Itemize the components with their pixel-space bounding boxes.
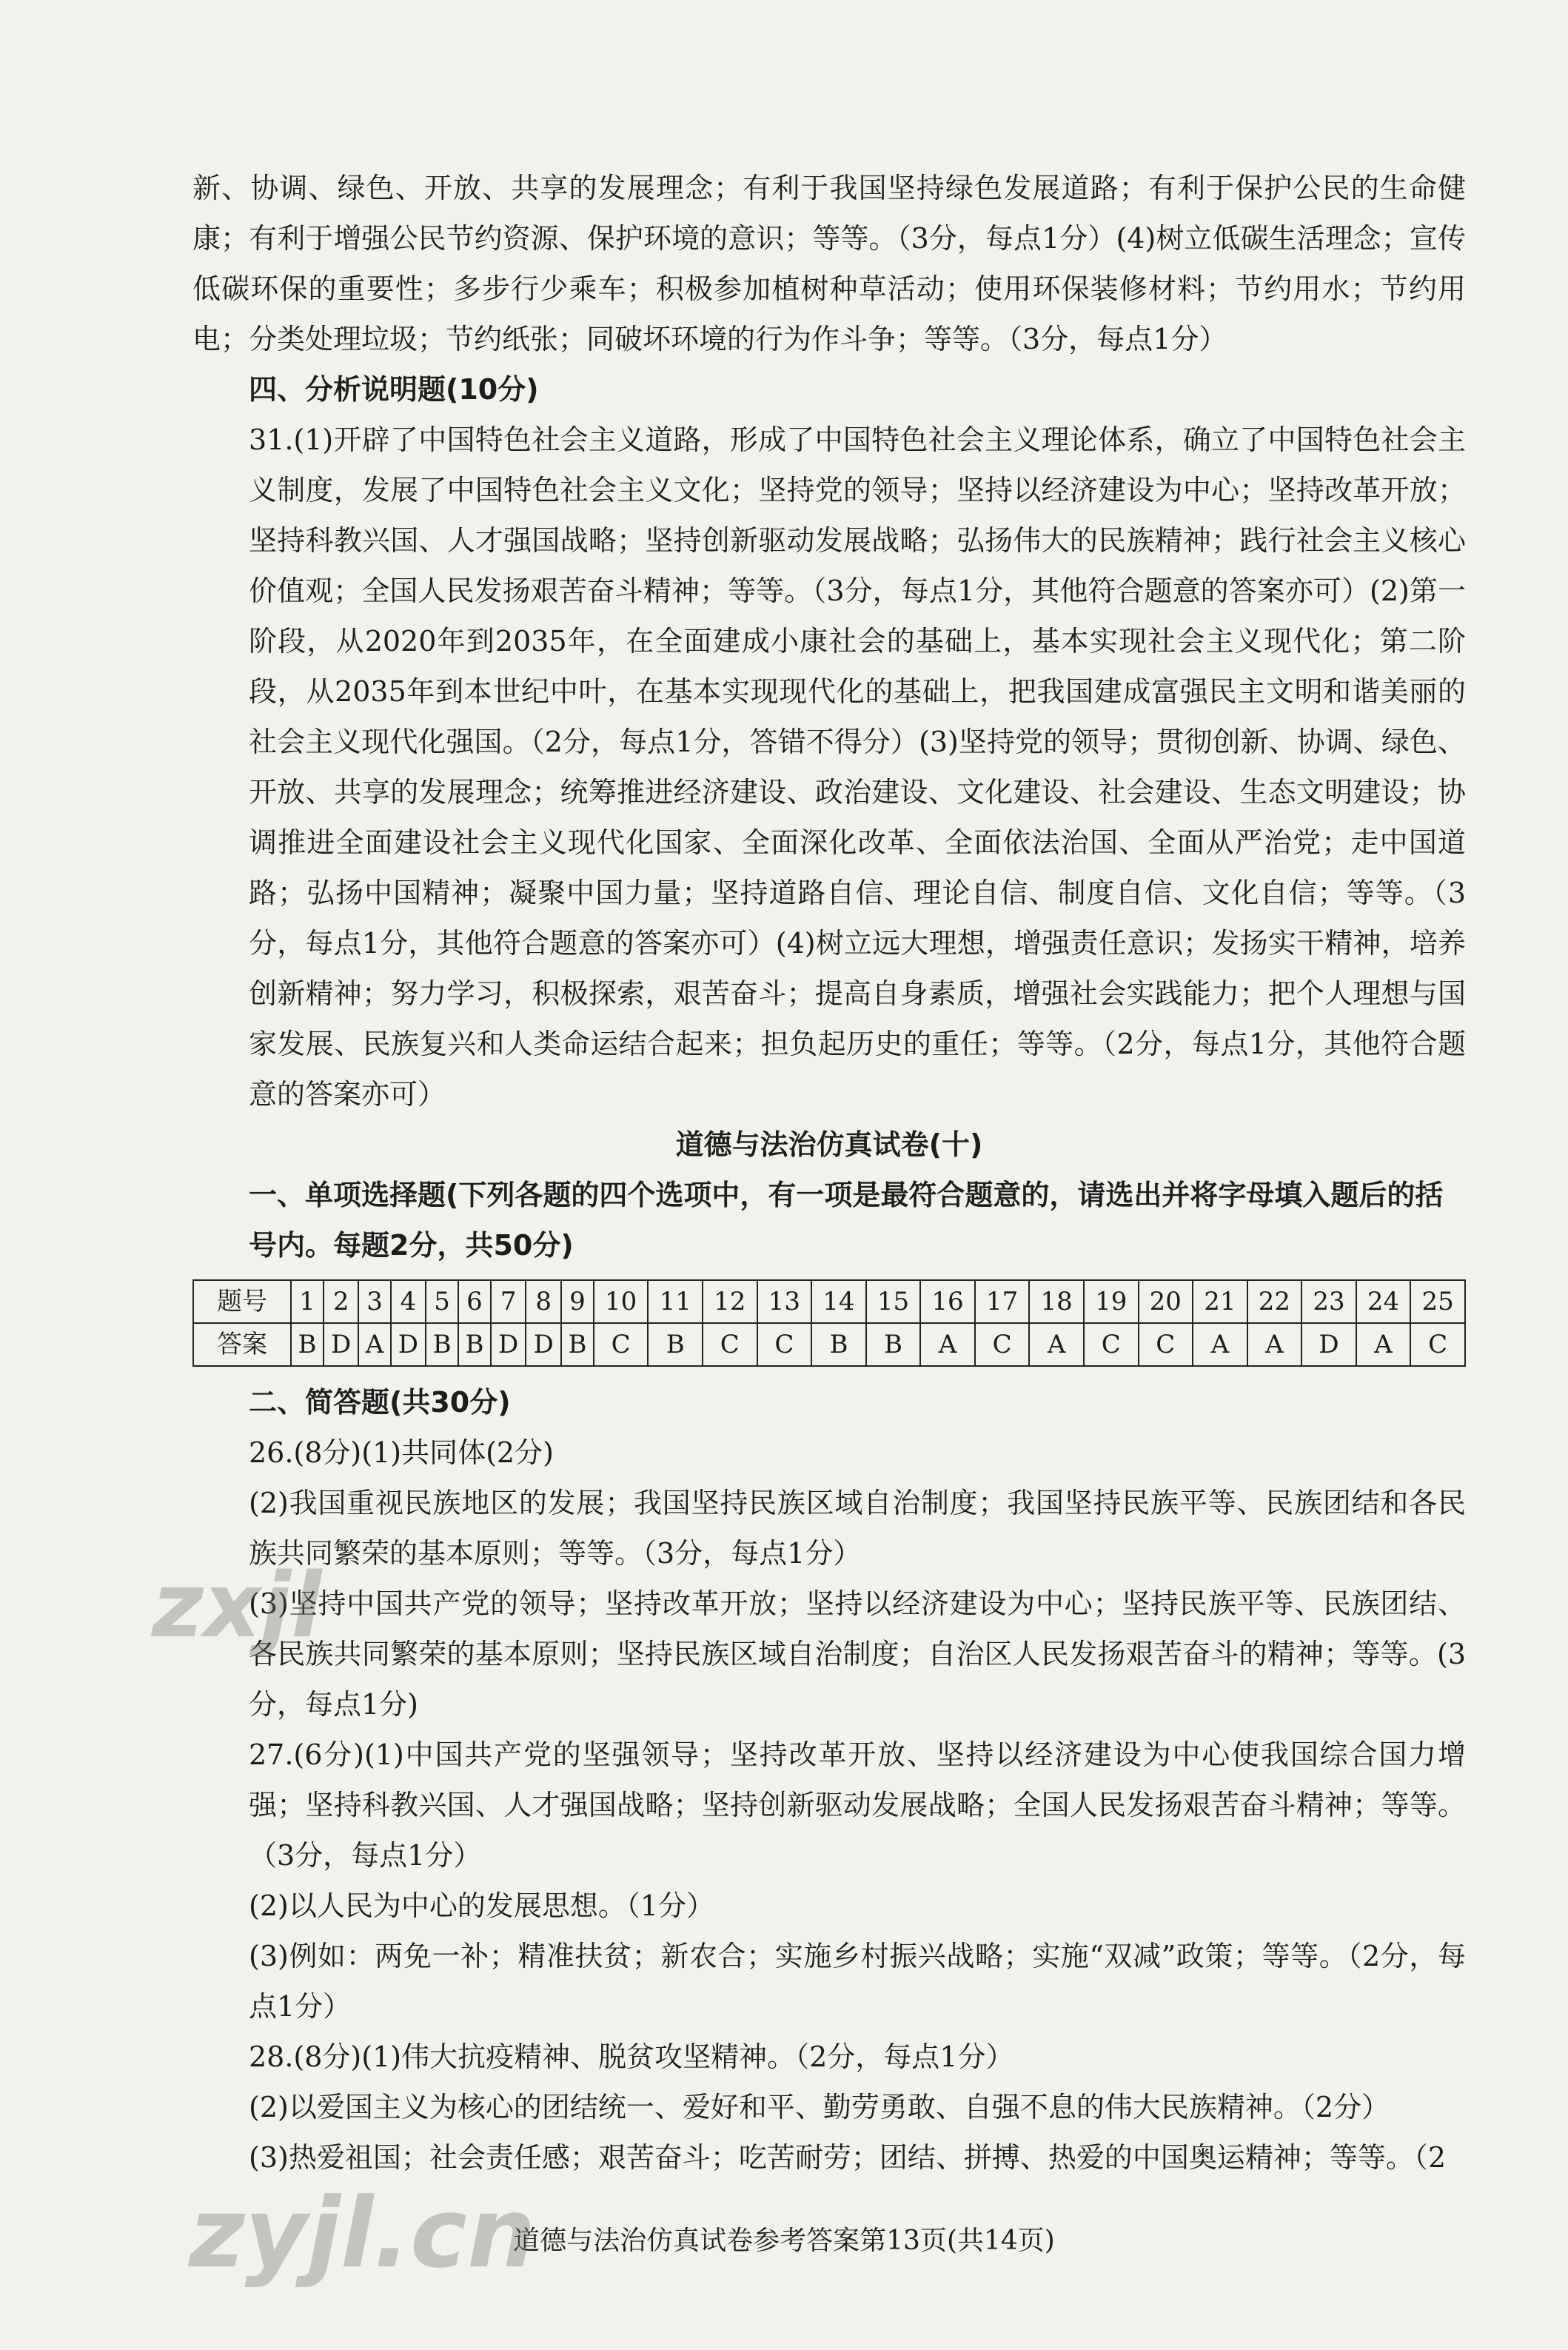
section-heading-4: 四、分析说明题(10分)	[249, 373, 539, 406]
q-number: 25	[1410, 1280, 1465, 1323]
para-q26-3: (3)坚持中国共产党的领导；坚持改革开放；坚持以经济建设为中心；坚持民族平等、民族团结、各民族共同繁荣的基本原则；坚持民族区域自治制度；自治区人民发扬艰苦奋斗的精神；等等。(3分，每点1分)	[249, 1587, 1466, 1721]
answer-table-number-row	[193, 1280, 1465, 1323]
section-heading-1: 一、单项选择题(下列各题的四个选项中，有一项是最符合题意的，请选出并将字母填入题后的括号内。每题2分，共50分)	[249, 1179, 1444, 1262]
q-number: 18	[1029, 1280, 1084, 1323]
q-number: 1	[291, 1280, 324, 1323]
answer-table	[192, 1279, 1466, 1367]
q-number: 5	[426, 1280, 458, 1323]
page-footer: 道德与法治仿真试卷参考答案第13页(共14页)	[513, 2226, 1055, 2256]
para-30-continued: 新、协调、绿色、开放、共享的发展理念；有利于我国坚持绿色发展道路；有利于保护公民的生命健康；有利于增强公民节约资源、保护环境的意识；等等。（3分，每点1分）(4)树立低碳生活理念；宣传低碳环保的重要性；多步行少乘车；积极参加植树种草活动；使用环保装修材料；节约用水；节约用电；分类处理垃圾；节约纸张；同破坏环境的行为作斗争；等等。（3分，每点1分）	[192, 172, 1466, 355]
q-number: 21	[1193, 1280, 1247, 1323]
watermark: zyjl.cn	[189, 2177, 536, 2289]
para-q26-1: 26.(8分)(1)共同体(2分)	[249, 1436, 554, 1469]
section-heading-2: 二、简答题(共30分)	[249, 1386, 511, 1419]
q-number: 4	[391, 1280, 426, 1323]
q-answer: A	[920, 1323, 975, 1366]
q-answer: B	[866, 1323, 921, 1366]
para-q28-2: (2)以爱国主义为核心的团结统一、爱好和平、勤劳勇敢、自强不息的伟大民族精神。（2分）	[249, 2091, 1390, 2123]
para-q28-1: 28.(8分)(1)伟大抗疫精神、脱贫攻坚精神。（2分，每点1分）	[249, 2041, 1014, 2073]
q-answer: D	[526, 1323, 561, 1366]
q-answer: B	[811, 1323, 866, 1366]
answer-table-answer-row	[193, 1323, 1465, 1366]
q-answer: C	[1084, 1323, 1139, 1366]
q-answer: B	[648, 1323, 703, 1366]
q-number: 8	[526, 1280, 561, 1323]
q-answer: B	[458, 1323, 491, 1366]
q-number: 12	[703, 1280, 757, 1323]
q-answer: B	[561, 1323, 594, 1366]
q-answer: B	[426, 1323, 458, 1366]
para-q27-2: (2)以人民为中心的发展思想。（1分）	[249, 1889, 715, 1922]
q-answer: A	[1356, 1323, 1411, 1366]
q-number: 3	[358, 1280, 390, 1323]
q-number: 14	[811, 1280, 866, 1323]
watermark: zxjl	[152, 1555, 322, 1658]
q-number: 10	[594, 1280, 649, 1323]
q-number: 20	[1139, 1280, 1193, 1323]
q-answer: D	[491, 1323, 526, 1366]
q-number: 15	[866, 1280, 921, 1323]
q-number: 2	[324, 1280, 359, 1323]
q-answer: A	[1247, 1323, 1302, 1366]
q-answer: C	[703, 1323, 757, 1366]
para-q27-1: 27.(6分)(1)中国共产党的坚强领导；坚持改革开放、坚持以经济建设为中心使我国综合国力增强；坚持科教兴国、人才强国战略；坚持创新驱动发展战略；全国人民发扬艰苦奋斗精神；等等。（3分，每点1分）	[249, 1738, 1466, 1872]
row-label-answer: 答案	[193, 1323, 291, 1366]
q-number: 16	[920, 1280, 975, 1323]
q-number: 17	[975, 1280, 1030, 1323]
q-answer: A	[1193, 1323, 1247, 1366]
q-number: 9	[561, 1280, 594, 1323]
q-answer: D	[324, 1323, 359, 1366]
q-number: 11	[648, 1280, 703, 1323]
para-q27-3: (3)例如：两免一补；精准扶贫；新农合；实施乡村振兴战略；实施“双减”政策；等等。（2分，每点1分）	[249, 1940, 1466, 2023]
q-number: 23	[1301, 1280, 1356, 1323]
q-answer: D	[391, 1323, 426, 1366]
exam-title: 道德与法治仿真试卷(十)	[675, 1128, 983, 1161]
answer-page	[192, 163, 1466, 2183]
q-answer: A	[358, 1323, 390, 1366]
para-q26-2: (2)我国重视民族地区的发展；我国坚持民族区域自治制度；我国坚持民族平等、民族团结和各民族共同繁荣的基本原则；等等。（3分，每点1分）	[249, 1487, 1466, 1570]
q-number: 13	[757, 1280, 812, 1323]
para-q31: 31.(1)开辟了中国特色社会主义道路，形成了中国特色社会主义理论体系，确立了中国特色社会主义制度，发展了中国特色社会主义文化；坚持党的领导；坚持以经济建设为中心；坚持改革开放；坚持科教兴国、人才强国战略；坚持创新驱动发展战略；弘扬伟大的民族精神；践行社会主义核心价值观；全国人民发扬艰苦奋斗精神；等等。（3分，每点1分，其他符合题意的答案亦可）(2)第一阶段，从2020年到2035年，在全面建成小康社会的基础上，基本实现社会主义现代化；第二阶段，从2035年到本世纪中叶，在基本实现现代化的基础上，把我国建成富强民主文明和谐美丽的社会主义现代化强国。（2分，每点1分，答错不得分）(3)坚持党的领导；贯彻创新、协调、绿色、开放、共享的发展理念；统筹推进经济建设、政治建设、文化建设、社会建设、生态文明建设；协调推进全面建设社会主义现代化国家、全面深化改革、全面依法治国、全面从严治党；走中国道路；弘扬中国精神；凝聚中国力量；坚持道路自信、理论自信、制度自信、文化自信；等等。（3分，每点1分，其他符合题意的答案亦可）(4)树立远大理想，增强责任意识；发扬实干精神，培养创新精神；努力学习，积极探索，艰苦奋斗；提高自身素质，增强社会实践能力；把个人理想与国家发展、民族复兴和人类命运结合起来；担负起历史的重任；等等。（2分，每点1分，其他符合题意的答案亦可）	[249, 424, 1466, 1111]
q-answer: A	[1029, 1323, 1084, 1366]
q-answer: D	[1301, 1323, 1356, 1366]
q-answer: C	[975, 1323, 1030, 1366]
q-number: 22	[1247, 1280, 1302, 1323]
row-label-number: 题号	[193, 1280, 291, 1323]
q-number: 6	[458, 1280, 491, 1323]
q-number: 7	[491, 1280, 526, 1323]
q-answer: C	[1410, 1323, 1465, 1366]
q-answer: C	[594, 1323, 649, 1366]
q-number: 19	[1084, 1280, 1139, 1323]
para-q28-3: (3)热爱祖国；社会责任感；艰苦奋斗；吃苦耐劳；团结、拼搏、热爱的中国奥运精神；等等。（2	[249, 2141, 1447, 2174]
q-answer: C	[1139, 1323, 1193, 1366]
q-answer: B	[291, 1323, 324, 1366]
q-answer: C	[757, 1323, 812, 1366]
q-number: 24	[1356, 1280, 1411, 1323]
